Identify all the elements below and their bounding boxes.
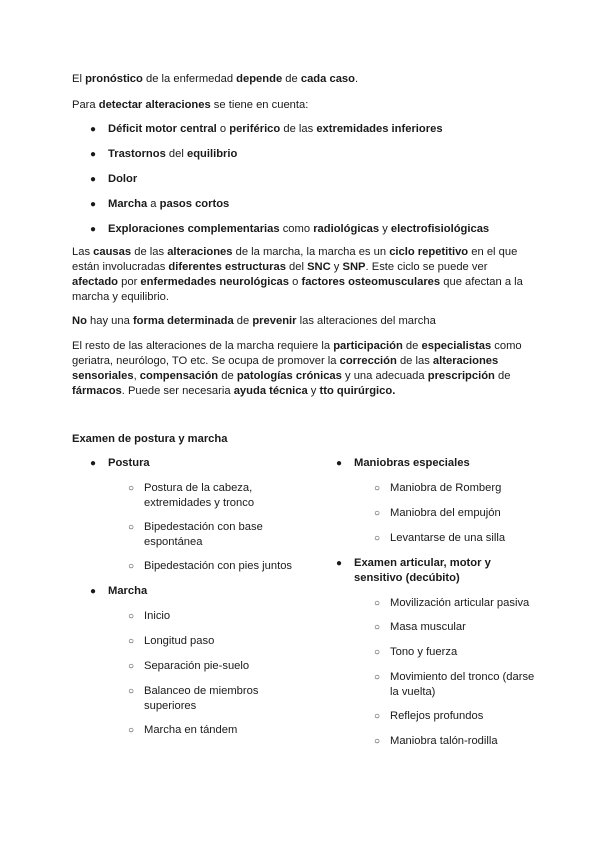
- sub-list-item: ○ Movilización articular pasiva: [374, 597, 530, 609]
- sub-list-item: ○ Bipedestación con pies juntos: [128, 560, 293, 572]
- bullet-dot-icon: ●: [336, 558, 343, 569]
- hollow-circle-icon: ○: [374, 483, 381, 494]
- sub-list-item: ○ Tono y fuerza: [374, 646, 458, 658]
- sub-list-item: ○ Inicio: [128, 610, 171, 622]
- exam-right-column: [336, 456, 536, 749]
- sub-list-item: ○ Maniobra talón-rodilla: [374, 735, 498, 747]
- list-item: ● Marcha: [90, 585, 148, 597]
- hollow-circle-icon: ○: [128, 483, 135, 494]
- bullet-dot-icon: ●: [90, 124, 97, 135]
- sub-list-item: ○ Postura de la cabeza, extremidades y tronco: [128, 482, 255, 509]
- bullet-dot-icon: ●: [90, 586, 97, 597]
- bullet-dot-icon: ●: [90, 458, 97, 469]
- sub-list-item: ○ Maniobra del empujón: [374, 507, 501, 519]
- hollow-circle-icon: ○: [374, 736, 381, 747]
- exam-heading: Examen de postura y marcha: [72, 433, 228, 445]
- list-item: ● Postura: [90, 457, 150, 469]
- sub-list-item: ○ Masa muscular: [374, 621, 466, 633]
- hollow-circle-icon: ○: [374, 622, 381, 633]
- hollow-circle-icon: ○: [374, 533, 381, 544]
- paragraph-prevention: No hay una forma determinada de prevenir las alteraciones del marcha: [72, 315, 436, 327]
- list-item: ● Examen articular, motor y sensitivo (decúbito): [336, 557, 491, 584]
- hollow-circle-icon: ○: [374, 672, 381, 683]
- sub-list-item: ○ Maniobra de Romberg: [374, 482, 502, 494]
- sub-list-item: ○ Movimiento del tronco (darse la vuelta): [374, 671, 535, 698]
- sub-list-item: ○ Balanceo de miembros superiores: [128, 685, 259, 712]
- hollow-circle-icon: ○: [128, 661, 135, 672]
- hollow-circle-icon: ○: [374, 598, 381, 609]
- list-item: ● Maniobras especiales: [336, 457, 470, 469]
- hollow-circle-icon: ○: [374, 711, 381, 722]
- bullet-dot-icon: ●: [90, 199, 97, 210]
- paragraph-specialists: El resto de las alteraciones de la marcha requiere la participación de especialistas como geriatra, neurólogo, TO etc. Se ocupa de promover la corrección de las alteraciones sensoriales, compensación de patologías crónicas y una adecuada prescripción de fármacos. Puede ser necesaria ayuda técnica y tto quirúrgico.: [72, 340, 522, 397]
- bullet-dot-icon: ●: [336, 458, 343, 469]
- sub-list-item: ○ Separación pie-suelo: [128, 660, 250, 672]
- hollow-circle-icon: ○: [128, 561, 135, 572]
- bullet-dot-icon: ●: [90, 224, 97, 235]
- hollow-circle-icon: ○: [128, 522, 135, 533]
- sub-list-item: ○ Bipedestación con base espontánea: [128, 521, 263, 548]
- bullet-dot-icon: ●: [90, 174, 97, 185]
- hollow-circle-icon: ○: [374, 647, 381, 658]
- sub-list-item: ○ Reflejos profundos: [374, 710, 484, 722]
- exam-left-column: [90, 456, 310, 738]
- paragraph-detect: Para detectar alteraciones se tiene en cuenta:: [72, 99, 309, 111]
- hollow-circle-icon: ○: [128, 686, 135, 697]
- sub-list-item: ○ Longitud paso: [128, 635, 215, 647]
- hollow-circle-icon: ○: [128, 611, 135, 622]
- hollow-circle-icon: ○: [128, 636, 135, 647]
- sub-list-item: ○ Marcha en tándem: [128, 724, 238, 736]
- sub-list-item: ○ Levantarse de una silla: [374, 532, 506, 544]
- paragraph-causes: Las causas de las alteraciones de la marcha, la marcha es un ciclo repetitivo en el que están involucradas diferentes estructuras del SNC y SNP. Este ciclo se puede ver afectado por enfermedades neurológicas o factores osteomusculares que afectan a la marcha y equilibrio.: [72, 246, 523, 303]
- bullet-dot-icon: ●: [90, 149, 97, 160]
- hollow-circle-icon: ○: [128, 725, 135, 736]
- paragraph-prognosis: El pronóstico de la enfermedad depende de cada caso.: [72, 73, 359, 85]
- hollow-circle-icon: ○: [374, 508, 381, 519]
- document-page: El pronóstico de la enfermedad depende de cada caso. Para detectar alteraciones se tiene en cuenta: ● Déficit motor central o periférico de las extremidades inferiores ● Trastornos del equilibrio ● Dolor ● Marcha a pasos cortos ● Exploraciones complementarias como radiológicas y electrofisiológicas Las causas de las alteraciones de la marcha, la marcha es un ciclo repetitivo en el que están involucradas diferentes estructuras del SNC y SNP. Este ciclo se puede ver afectado por enfermedades neurológicas o factores osteomusculares que afectan a la marcha y equilibrio. No hay una forma determinada de prevenir las alteraciones del marcha El resto de las alteraciones de la marcha requiere la participación de especialistas como geriatra, neurólogo, TO etc. Se ocupa de promover la corrección de las alteraciones sensoriales, compensación de patologías crónicas y una adecuada prescripción de fármacos. Puede ser necesaria ayuda técnica y tto quirúrgico. Examen de postura y marcha ● Postura ○ Postura de la cabeza, extremidades y tronco ○ Bipedestación con base espontánea ○ Bipedestación con pies juntos ● Marcha ○ Inicio ○ Longitud paso ○ Separación pie-suelo ○ Balanceo de miembros superiores ○ Marcha en tándem ● Maniobras especiales ○ Maniobra de Romberg ○ Maniobra del empujón ○ Levantarse de una silla ● Examen articular, motor y sensitivo (decúbito) ○ Movilización articular pasiva ○ Masa muscular ○ Tono y fuerza ○ Movimiento del tronco (darse la vuelta) ○ Reflejos profundos ○ Maniobra talón-rodilla: [72, 73, 535, 747]
